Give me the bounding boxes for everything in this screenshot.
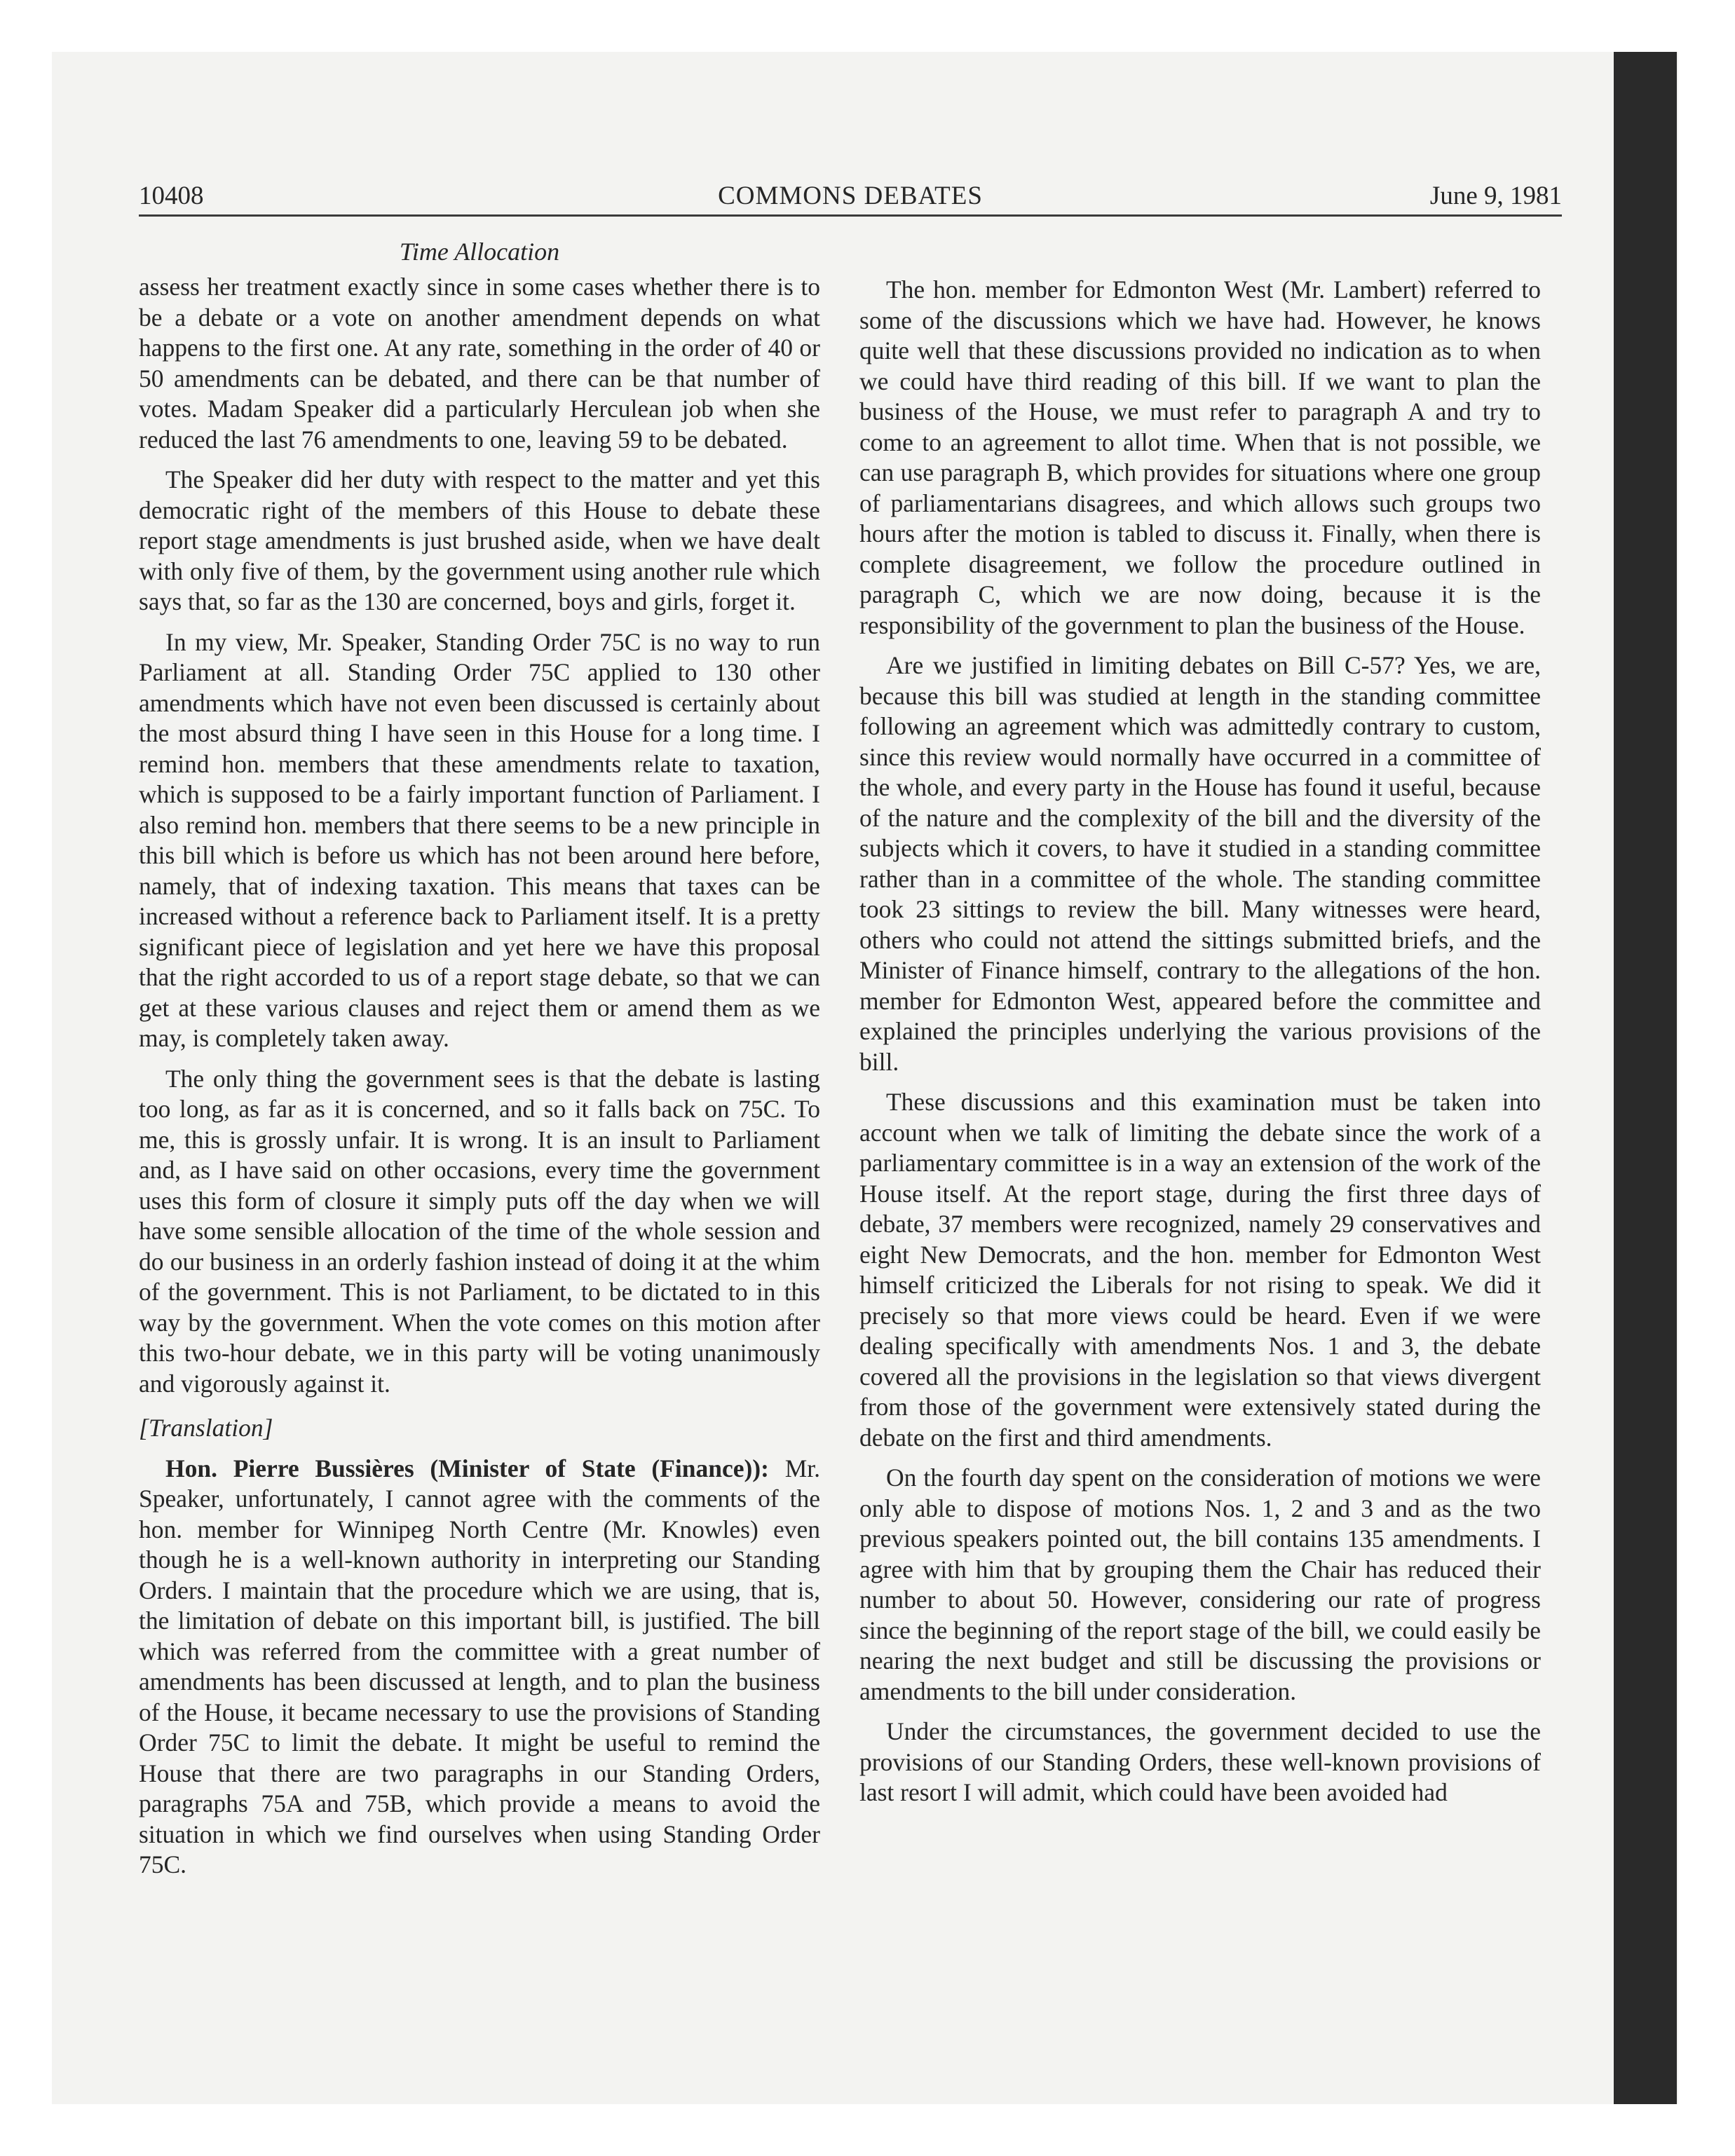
publication-title: COMMONS DEBATES	[718, 182, 983, 210]
speaker-name: Hon. Pierre Bussières (Minister of State (Finance)):	[165, 1454, 769, 1482]
paragraph: Are we justified in limiting debates on Bill C-57? Yes, we are, because this bill was studied at length in the standing committee following an agreement which was admittedly contrary to custom, since this review would normally have occurred in a committee of the whole, and every party in the House has found it useful, because of the nature and the complexity of the bill and the diversity of the subjects which it covers, to have it studied in a standing committee rather than in a committee of the whole. The standing committee took 23 sittings to review the bill. Many witnesses were heard, others who could not attend the sittings submitted briefs, and the Minister of Finance himself, contrary to the allegations of the hon. member for Edmonton West, appeared before the committee and explained the principles underlying the various provisions of the bill.	[859, 651, 1541, 1076]
right-column	[859, 275, 1541, 1818]
left-column	[139, 272, 820, 1890]
speech-text: Mr. Speaker, unfortunately, I cannot agree with the comments of the hon. member for Winnipeg North Centre (Mr. Knowles) even though he is a well-known authority in interpreting our Standing Orders. I maintain that the procedure which we are using, that is, the limitation of debate on this important bill, is justified. The bill which was referred from the committee with a great number of amendments has been discussed at length, and to plan the business of the House, it became necessary to use the provisions of Standing Order 75C to limit the debate. It might be useful to remind the House that there are two paragraphs in our Standing Orders, paragraphs 75A and 75B, which provide a means to avoid the situation in which we find ourselves when using Standing Order 75C.	[139, 1454, 821, 1878]
paragraph: In my view, Mr. Speaker, Standing Order 75C is no way to run Parliament at all. Standing Order 75C applied to 130 other amendments which have not even been discussed is certainly about the most absurd thing I have seen in this House for a long time. I remind hon. members that these amendments relate to taxation, which is supposed to be a fairly important function of Parliament. I also remind hon. members that there seems to be a new principle in this bill which is before us which has not been around here before, namely, that of indexing taxation. This means that taxes can be increased without a reference back to Parliament itself. It is a pretty significant piece of legislation and yet here we have this proposal that the right accorded to us of a report stage debate, so that we can get at these various clauses and reject them or amend them as we may, is completely taken away.	[139, 627, 820, 1052]
translation-label	[139, 1413, 820, 1444]
paragraph: These discussions and this examination must be taken into account when we talk of limiting the debate since the work of a parliamentary committee is in a way an extension of the work of the House itself. At the report stage, during the first three days of debate, 37 members were recognized, namely 29 conservatives and eight New Democrats, and the hon. member for Edmonton West himself criticized the Liberals for not rising to speak. We did it precisely so that more views could be heard. Even if we were dealing specifically with amendments Nos. 1 and 3, the debate covered all the provisions in the legislation so that views divergent from those of the government were extensively stated during the debate on the first and third amendments.	[859, 1088, 1541, 1452]
page-header	[139, 181, 1562, 216]
paragraph: Under the circumstances, the government decided to use the provisions of our Standing Orders, these well-known provisions of last resort I will admit, which could have been avoided had	[859, 1717, 1541, 1806]
paragraph: assess her treatment exactly since in some cases whether there is to be a debate or a vote on another amendment depends on what happens to the first one. At any rate, something in the order of 40 or 50 amendments can be debated, and there can be that number of votes. Madam Speaker did a particularly Herculean job when she reduced the last 76 amendments to one, leaving 59 to be debated.	[139, 273, 820, 453]
issue-date: June 9, 1981	[1429, 182, 1562, 210]
speech-paragraph	[139, 1454, 820, 1881]
paragraph: The hon. member for Edmonton West (Mr. Lambert) referred to some of the discussions which we have had. However, he knows quite well that these discussions provided no indication as to when we could have third reading of this bill. If we want to plan the business of the House, we must refer to paragraph A and try to come to an agreement to allot time. When that is not possible, we can use paragraph B, which provides for situations where one group of parliamentarians disagrees, and which allows such groups two hours after the motion is tabled to discuss it. Finally, when there is complete disagreement, we follow the procedure outlined in paragraph C, which we are now doing, because it is the responsibility of the government to plan the business of the House.	[859, 275, 1541, 639]
paragraph: On the fourth day spent on the consideration of motions we were only able to dispose of motions Nos. 1, 2 and 3 and as the two previous speakers pointed out, the bill contains 135 amendments. I agree with him that by grouping them the Chair has reduced their number to about 50. However, considering our rate of progress since the beginning of the report stage of the bill, we could easily be nearing the next budget and still be discussing the provisions or amendments to the bill under consideration.	[859, 1464, 1541, 1705]
page-number: 10408	[139, 182, 204, 210]
paragraph: The only thing the government sees is that the debate is lasting too long, as far as it is concerned, and so it falls back on 75C. To me, this is grossly unfair. It is wrong. It is an insult to Parliament and, as I have said on other occasions, every time the government uses this form of closure it simply puts off the day when we will have some sensible allocation of the time of the whole session and do our business in an orderly fashion instead of doing it at the whim of the government. This is not Parliament, to be dictated to in this way by the government. When the vote comes on this motion after this two-hour debate, we in this party will be voting unanimously and vigorously against it.	[139, 1064, 820, 1398]
section-title: Time Allocation	[399, 238, 560, 266]
header-rule	[139, 214, 1562, 217]
scan-binding-edge	[1614, 52, 1677, 2104]
translation-label-text: [Translation]	[139, 1414, 273, 1442]
paragraph: The Speaker did her duty with respect to the matter and yet this democratic right of the members of this House to debate these report stage amendments is just brushed aside, when we have dealt with only five of them, by the government using another rule which says that, so far as the 130 are concerned, boys and girls, forget it.	[139, 465, 820, 615]
